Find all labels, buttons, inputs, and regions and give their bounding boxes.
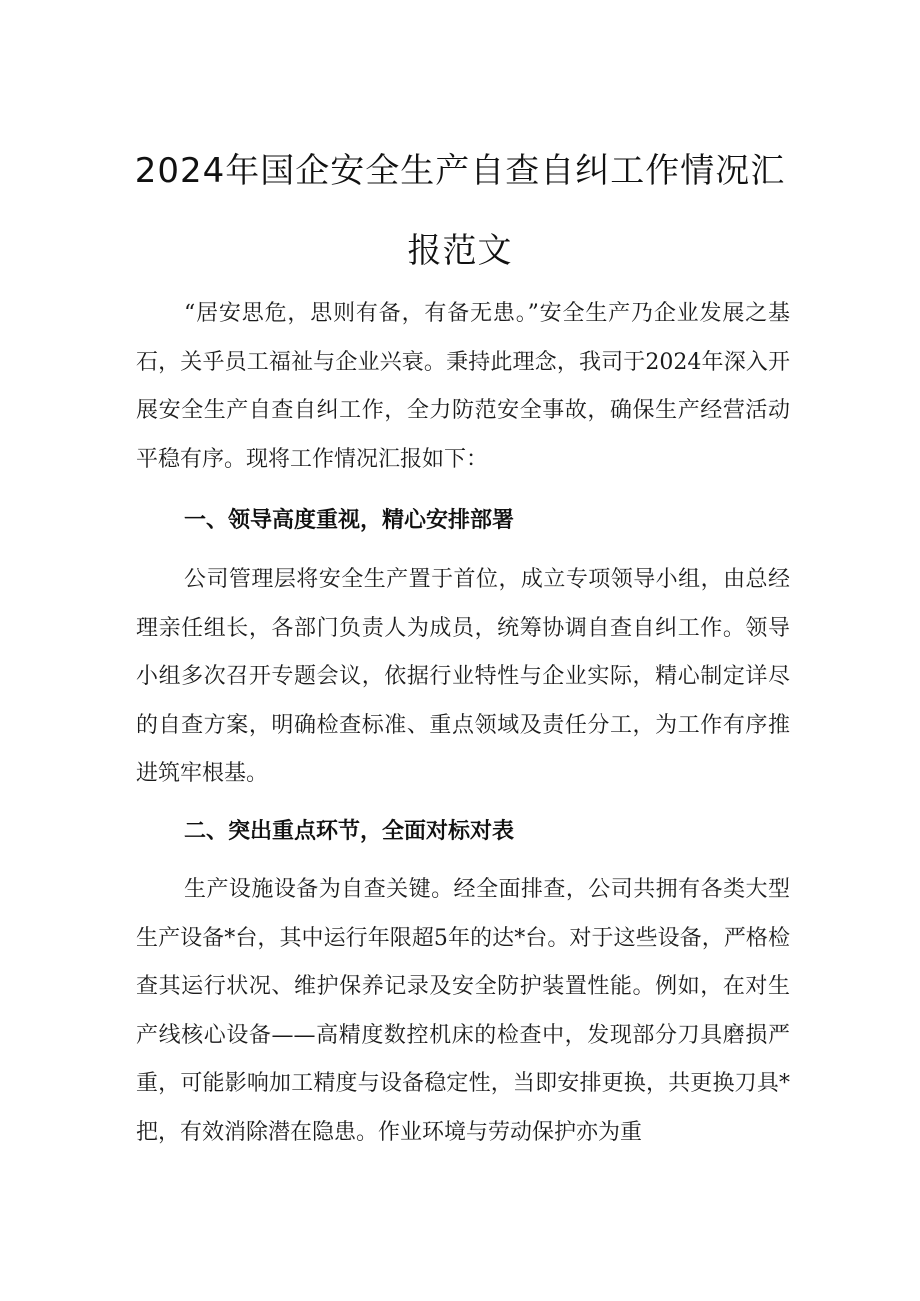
section-2-paragraph: 生产设施设备为自查关键。经全面排查，公司共拥有各类大型生产设备*台，其中运行年限超5年的达*台。对于这些设备，严格检查其运行状况、维护保养记录及安全防护装置性能。例如，在对生产线核心设备——高精度数控机床的检查中，发现部分刀具磨损严重，可能影响加工精度与设备稳定性，当即安排更换，共更换刀具*把，有效消除潜在隐患。作业环境与劳动保护亦为重 <box>136 877 790 1145</box>
section-1-heading: 一、领导高度重视，精心安排部署 <box>184 508 515 533</box>
section-2-heading: 二、突出重点环节，全面对标对表 <box>184 819 515 844</box>
section-1-paragraph: 公司管理层将安全生产置于首位，成立专项领导小组，由总经理亲任组长，各部门负责人为成员，统筹协调自查自纠工作。领导小组多次召开专题会议，依据行业特性与企业实际，精心制定详尽的自查方案，明确检查标准、重点领域及责任分工，为工作有序推进筑牢根基。 <box>136 567 790 786</box>
intro-paragraph: “居安思危，思则有备，有备无患。”安全生产乃企业发展之基石，关乎员工福祉与企业兴衰。秉持此理念，我司于2024年深入开展安全生产自查自纠工作，全力防范安全事故，确保生产经营活动平稳有序。现将工作情况汇报如下： <box>136 301 790 472</box>
document-title-line-1: 2024年国企安全生产自查自纠工作情况汇 <box>134 151 786 191</box>
document-title-line-2: 报范文 <box>407 231 513 271</box>
